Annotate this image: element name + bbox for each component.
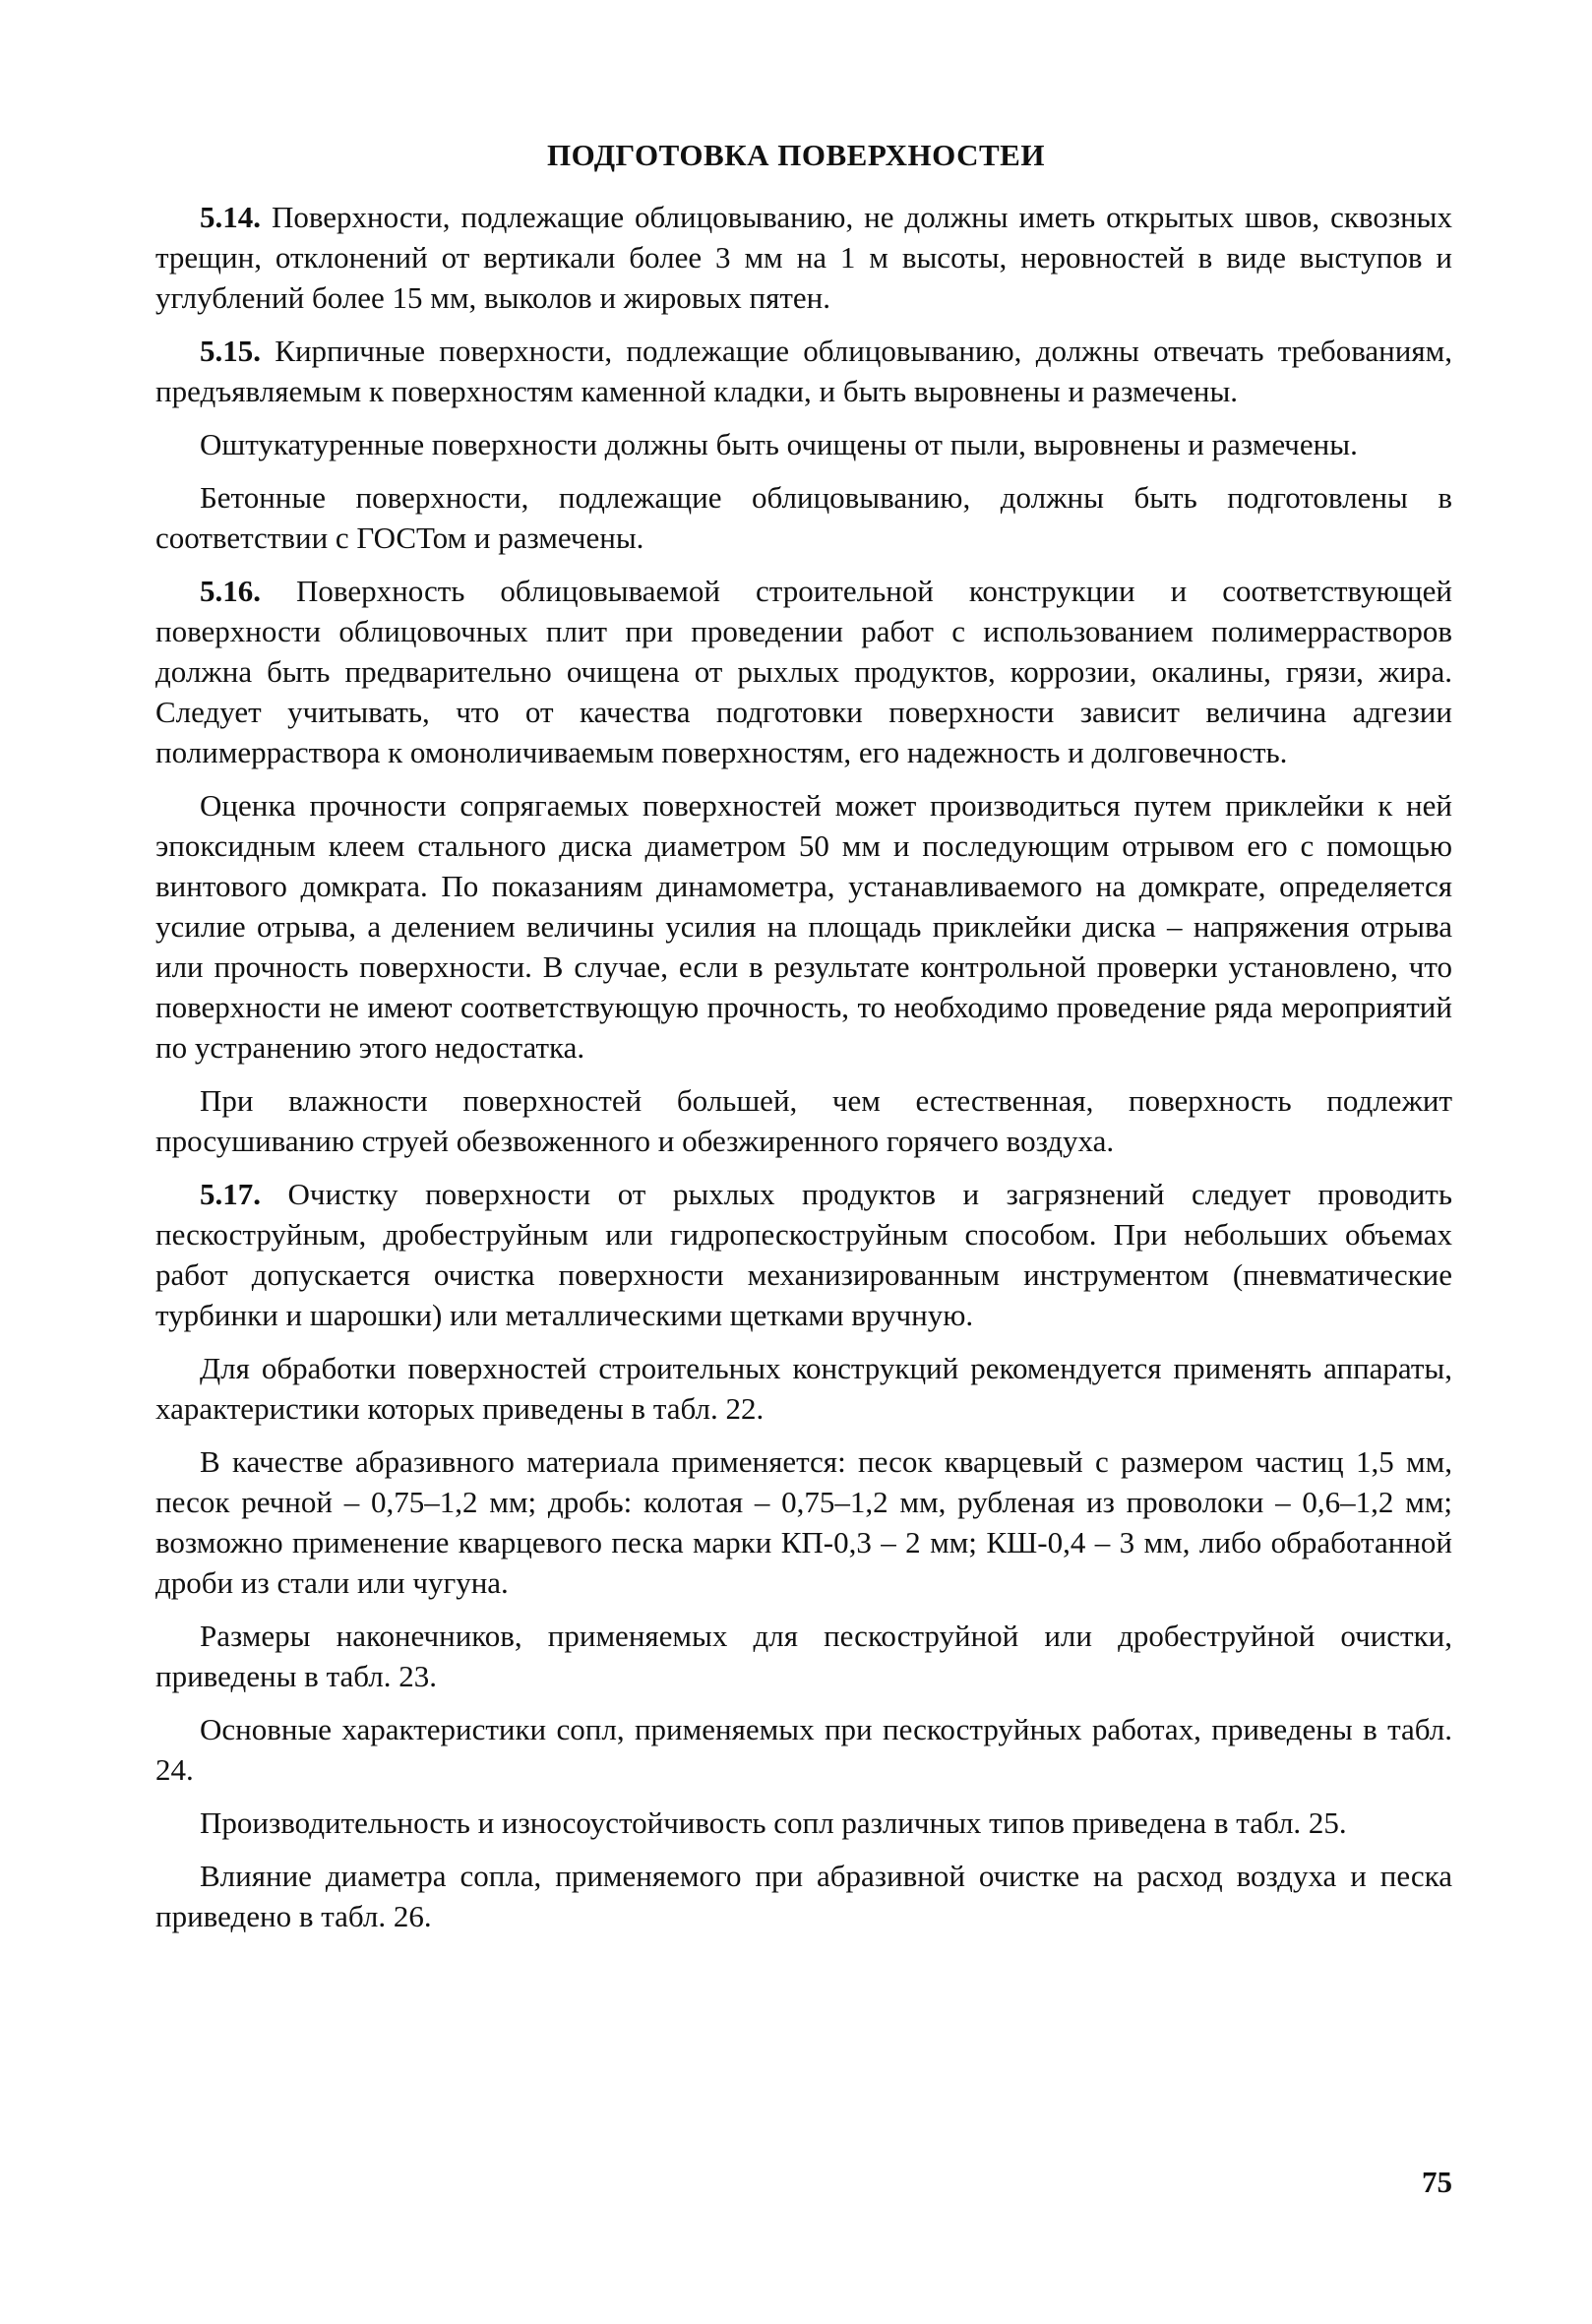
paragraph	[155, 477, 1452, 558]
clause-number: 5.14.	[200, 200, 261, 234]
paragraph-text: При влажности поверхностей большей, чем естественная, поверхность подлежит просушиванию струей обезвоженного и обезжиренного горячего воздуха.	[155, 1083, 1452, 1158]
clause-number: 5.16.	[200, 574, 261, 608]
page-number: 75	[1422, 2165, 1452, 2199]
paragraph-text: Поверхности, подлежащие облицовыванию, не должны иметь открытых швов, сквозных трещин, отклонений от вертикали более 3 мм на 1 м высоты, неровностей в виде выступов и углублений более 15 мм, выколов и жировых пятен.	[155, 200, 1452, 315]
paragraph	[155, 785, 1452, 1068]
paragraph-text: Размеры наконечников, применяемых для пескоструйной или дробеструйной очистки, приведены в табл. 23.	[155, 1619, 1452, 1693]
paragraph-text: Поверхность облицовываемой строительной конструкции и соответствующей поверхности облицовочных плит при проведении работ с использованием полимеррастворов должна быть предварительно очищена от рыхлых продуктов, коррозии, окалины, грязи, жира. Следует учитывать, что от качества подготовки поверхности зависит величина адгезии полимерраствора к омоноличиваемым поверхностям, его надежность и долговечность.	[155, 574, 1453, 769]
paragraph-text: Очистку поверхности от рыхлых продуктов и загрязнений следует проводить пескоструйным, дробеструйным или гидропескоструйным способом. При небольших объемах работ допускается очистка поверхности механизированным инструментом (пневматические турбинки и шарошки) или металлическими щетками вручную.	[155, 1177, 1452, 1332]
paragraph	[155, 1856, 1452, 1936]
paragraph-text: Производительность и износоустойчивость сопл различных типов приведена в табл. 25.	[200, 1805, 1347, 1840]
clause-number: 5.15.	[200, 334, 261, 368]
clause-number: 5.17.	[200, 1177, 261, 1211]
paragraph	[155, 571, 1452, 772]
paragraph-text: Оценка прочности сопрягаемых поверхностей может производиться путем приклейки к ней эпоксидным клеем стального диска диаметром 50 мм и последующим отрывом его с помощью винтового домкрата. По показаниям динамометра, устанавливаемого на домкрате, определяется усилие отрыва, а делением величины усилия на площадь приклейки диска – напряжения отрыва или прочность поверхности. В случае, если в результате контрольной проверки установлено, что поверхности не имеют соответствующую прочность, то необходимо проведение ряда мероприятий по устранению этого недостатка.	[155, 788, 1452, 1065]
section-heading: ПОДГОТОВКА ПОВЕРХНОСТЕИ	[547, 138, 1045, 172]
paragraph	[155, 1174, 1452, 1335]
paragraph	[155, 331, 1452, 411]
paragraph	[155, 197, 1452, 318]
body-text	[155, 197, 1452, 1949]
paragraph	[155, 1803, 1452, 1843]
paragraph	[155, 1709, 1452, 1790]
paragraph	[155, 1348, 1452, 1429]
paragraph-text: Кирпичные поверхности, подлежащие облицовыванию, должны отвечать требованиям, предъявляемым к поверхностям каменной кладки, и быть выровнены и размечены.	[155, 334, 1452, 408]
paragraph-text: Оштукатуренные поверхности должны быть очищены от пыли, выровнены и размечены.	[200, 427, 1358, 461]
paragraph-text: Бетонные поверхности, подлежащие облицовыванию, должны быть подготовлены в соответствии с ГОСТом и размечены.	[155, 480, 1452, 555]
paragraph-text: Влияние диаметра сопла, применяемого при абразивной очистке на расход воздуха и песка приведено в табл. 26.	[155, 1859, 1452, 1933]
paragraph	[155, 1080, 1452, 1161]
paragraph-text: Основные характеристики сопл, применяемых при пескоструйных работах, приведены в табл. 24.	[155, 1712, 1452, 1787]
paragraph-text: Для обработки поверхностей строительных конструкций рекомендуется применять аппараты, характеристики которых приведены в табл. 22.	[155, 1351, 1452, 1426]
paragraph	[155, 1441, 1452, 1603]
paragraph	[155, 1616, 1452, 1696]
paragraph	[155, 424, 1452, 464]
paragraph-text: В качестве абразивного материала применяется: песок кварцевый с размером частиц 1,5 мм, песок речной – 0,75–1,2 мм; дробь: колотая – 0,75–1,2 мм, рубленая из проволоки – 0,6–1,2 мм; возможно применение кварцевого песка марки КП-0,3 – 2 мм; КШ-0,4 – 3 мм, либо обработанной дроби из стали или чугуна.	[155, 1444, 1452, 1600]
